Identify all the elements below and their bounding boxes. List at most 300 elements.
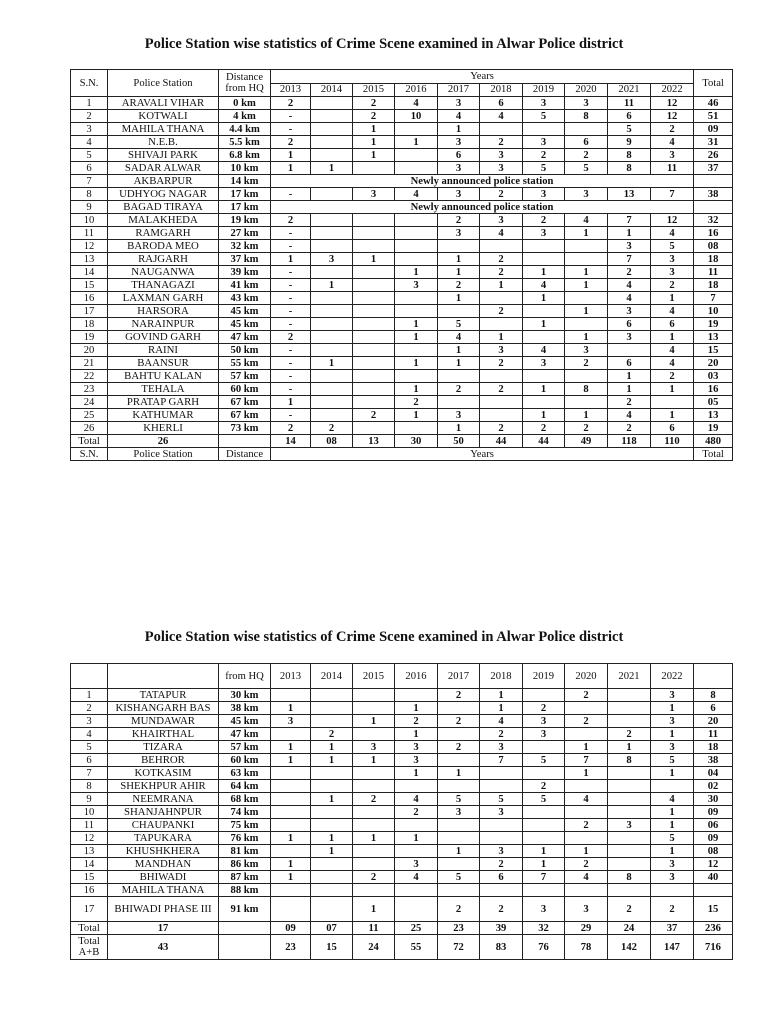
year-total: 50 — [438, 435, 480, 448]
year-count: 1 — [311, 793, 353, 806]
table-row — [71, 370, 733, 383]
year-count: 1 — [395, 383, 438, 396]
year-count: 1 — [311, 162, 353, 175]
total-row — [71, 435, 733, 448]
year-count — [353, 344, 395, 357]
year-count: 3 — [565, 344, 608, 357]
year-total: 142 — [608, 935, 651, 960]
police-station-name: KOTWALI — [108, 110, 219, 123]
year-count: 6 — [438, 149, 480, 162]
empty-cell — [219, 435, 271, 448]
police-station-name: BAGAD TIRAYA — [108, 201, 219, 214]
year-count: 1 — [353, 253, 395, 266]
year-count: 3 — [438, 227, 480, 240]
distance-from-hq: 27 km — [219, 227, 271, 240]
year-count: 5 — [438, 793, 480, 806]
year-count: 2 — [565, 858, 608, 871]
police-station-name: BAANSUR — [108, 357, 219, 370]
year-count: 1 — [395, 136, 438, 149]
total-a-b-label: Total A+B — [71, 935, 108, 960]
year-count — [311, 715, 353, 728]
row-total: 32 — [694, 214, 733, 227]
row-sn: 15 — [71, 279, 108, 292]
year-count: 5 — [438, 318, 480, 331]
year-count — [523, 253, 565, 266]
year-count — [353, 162, 395, 175]
year-count: 2 — [271, 214, 311, 227]
row-sn: 11 — [71, 227, 108, 240]
year-count — [311, 188, 353, 201]
year-count: 3 — [651, 858, 694, 871]
year-count — [271, 806, 311, 819]
table-row — [71, 689, 733, 702]
year-count — [565, 728, 608, 741]
year-count — [438, 240, 480, 253]
row-total — [694, 884, 733, 897]
year-count — [311, 214, 353, 227]
year-count: - — [271, 305, 311, 318]
row-total: 26 — [694, 149, 733, 162]
row-sn: 8 — [71, 780, 108, 793]
year-count — [438, 832, 480, 845]
table-row — [71, 409, 733, 422]
year-count: 4 — [480, 110, 523, 123]
distance-from-hq: 55 km — [219, 357, 271, 370]
year-count: 8 — [608, 754, 651, 767]
year-count: 4 — [395, 97, 438, 110]
year-count: 1 — [271, 832, 311, 845]
table-row — [71, 279, 733, 292]
year-count — [353, 318, 395, 331]
year-header: 2016 — [395, 83, 438, 97]
year-count: 2 — [523, 149, 565, 162]
year-count — [353, 422, 395, 435]
year-count: 1 — [651, 767, 694, 780]
year-count — [565, 780, 608, 793]
year-count — [353, 227, 395, 240]
year-count: 3 — [651, 266, 694, 279]
police-station-name: NARAINPUR — [108, 318, 219, 331]
year-count — [565, 832, 608, 845]
row-sn: 11 — [71, 819, 108, 832]
distance-from-hq: 17 km — [219, 188, 271, 201]
year-count: 2 — [438, 897, 480, 922]
police-station-name: KATHUMAR — [108, 409, 219, 422]
row-sn: 5 — [71, 741, 108, 754]
year-count: 4 — [565, 793, 608, 806]
row-total: 13 — [694, 331, 733, 344]
year-count — [311, 383, 353, 396]
year-count: 1 — [438, 357, 480, 370]
year-count — [353, 819, 395, 832]
year-count: 1 — [311, 845, 353, 858]
year-total: 118 — [608, 435, 651, 448]
year-count: 1 — [651, 331, 694, 344]
year-count: 6 — [480, 97, 523, 110]
year-count — [565, 253, 608, 266]
police-station-name: TIZARA — [108, 741, 219, 754]
year-count: 1 — [271, 858, 311, 871]
year-count — [353, 292, 395, 305]
year-count: 1 — [608, 370, 651, 383]
grand-total: 480 — [694, 435, 733, 448]
year-count: 2 — [353, 871, 395, 884]
year-count: 8 — [565, 383, 608, 396]
empty-cell — [108, 664, 219, 689]
distance-header: from HQ — [219, 664, 271, 689]
year-count: 11 — [608, 97, 651, 110]
police-station-name: RAMGARH — [108, 227, 219, 240]
year-count — [311, 884, 353, 897]
table-row — [71, 897, 733, 922]
distance-footer: Distance — [219, 448, 271, 461]
year-count — [651, 780, 694, 793]
year-count: 1 — [395, 409, 438, 422]
table-row — [71, 767, 733, 780]
row-total: 31 — [694, 136, 733, 149]
year-count: 3 — [565, 188, 608, 201]
year-count: 3 — [523, 97, 565, 110]
year-count — [438, 884, 480, 897]
year-count — [353, 689, 395, 702]
year-count: 6 — [565, 136, 608, 149]
year-count: 5 — [565, 162, 608, 175]
distance-from-hq: 81 km — [219, 845, 271, 858]
year-count: 1 — [523, 292, 565, 305]
table-row — [71, 871, 733, 884]
year-count: 1 — [438, 123, 480, 136]
grand-total: 236 — [694, 922, 733, 935]
police-station-name: RAJGARH — [108, 253, 219, 266]
year-count — [438, 858, 480, 871]
table-row — [71, 702, 733, 715]
year-count — [311, 266, 353, 279]
year-total: 49 — [565, 435, 608, 448]
year-count: 3 — [438, 97, 480, 110]
year-count: 1 — [395, 728, 438, 741]
year-header: 2014 — [311, 664, 353, 689]
year-count: 3 — [608, 331, 651, 344]
years-header: Years — [271, 70, 694, 84]
year-count: 3 — [395, 858, 438, 871]
year-count: 3 — [651, 741, 694, 754]
year-count — [395, 162, 438, 175]
year-count: 2 — [438, 383, 480, 396]
year-count: - — [271, 279, 311, 292]
police-station-name: SHEKHPUR AHIR — [108, 780, 219, 793]
year-count: 7 — [480, 754, 523, 767]
year-count — [480, 370, 523, 383]
year-count: 1 — [395, 702, 438, 715]
year-count: 7 — [565, 754, 608, 767]
row-sn: 22 — [71, 370, 108, 383]
year-count: 2 — [523, 214, 565, 227]
police-station-name: SHIVAJI PARK — [108, 149, 219, 162]
year-count — [271, 884, 311, 897]
year-count: 4 — [395, 871, 438, 884]
year-header: 2018 — [480, 664, 523, 689]
distance-from-hq: 45 km — [219, 305, 271, 318]
year-count: 8 — [608, 149, 651, 162]
row-total: 02 — [694, 780, 733, 793]
year-count — [311, 396, 353, 409]
year-count — [608, 780, 651, 793]
year-count: 2 — [480, 383, 523, 396]
year-count — [438, 754, 480, 767]
year-count: 4 — [565, 214, 608, 227]
distance-from-hq: 74 km — [219, 806, 271, 819]
year-count: 2 — [271, 422, 311, 435]
year-count: 1 — [480, 331, 523, 344]
year-count — [565, 123, 608, 136]
police-station-name: MALAKHEDA — [108, 214, 219, 227]
year-total: 07 — [311, 922, 353, 935]
police-station-name: MAHILA THANA — [108, 884, 219, 897]
year-count: 1 — [353, 715, 395, 728]
year-count: 1 — [311, 754, 353, 767]
row-sn: 9 — [71, 201, 108, 214]
row-total: 8 — [694, 689, 733, 702]
year-count: 3 — [651, 689, 694, 702]
row-total: 7 — [694, 292, 733, 305]
year-count — [395, 422, 438, 435]
station-count: 17 — [108, 922, 219, 935]
year-count: 1 — [480, 702, 523, 715]
year-count: 3 — [651, 715, 694, 728]
table-row — [71, 858, 733, 871]
year-count: 1 — [353, 123, 395, 136]
year-count: 1 — [395, 767, 438, 780]
table1-title: Police Station wise statistics of Crime Scene examined in Alwar Police district — [144, 36, 624, 52]
distance-header: Distance from HQ — [219, 70, 271, 97]
year-count: 13 — [608, 188, 651, 201]
year-count: 3 — [523, 136, 565, 149]
year-count — [271, 780, 311, 793]
year-count: 4 — [395, 188, 438, 201]
police-station-name: AKBARPUR — [108, 175, 219, 188]
table-row — [71, 741, 733, 754]
year-total: 25 — [395, 922, 438, 935]
footer-row — [71, 448, 733, 461]
year-count — [480, 240, 523, 253]
police-station-name: GOVIND GARH — [108, 331, 219, 344]
year-total: 72 — [438, 935, 480, 960]
year-count: 2 — [438, 741, 480, 754]
year-count: - — [271, 357, 311, 370]
row-total: 46 — [694, 97, 733, 110]
police-station-name: SADAR ALWAR — [108, 162, 219, 175]
year-count: 5 — [523, 793, 565, 806]
table-row — [71, 396, 733, 409]
year-count — [353, 305, 395, 318]
year-count — [395, 344, 438, 357]
year-count — [438, 780, 480, 793]
year-count — [271, 728, 311, 741]
year-count: 1 — [608, 383, 651, 396]
year-count — [651, 884, 694, 897]
year-count: - — [271, 240, 311, 253]
year-count — [523, 331, 565, 344]
year-count: 2 — [480, 266, 523, 279]
year-count: 1 — [438, 292, 480, 305]
year-count: 2 — [523, 780, 565, 793]
police-station-name: BHIWADI PHASE III — [108, 897, 219, 922]
year-count: 10 — [395, 110, 438, 123]
newly-announced-notice: Newly announced police station — [271, 175, 694, 188]
row-total: 04 — [694, 767, 733, 780]
year-count: 3 — [480, 741, 523, 754]
year-count: 1 — [311, 357, 353, 370]
year-count — [311, 292, 353, 305]
row-sn: 17 — [71, 897, 108, 922]
row-total: 37 — [694, 162, 733, 175]
year-count — [565, 884, 608, 897]
year-count — [523, 240, 565, 253]
row-sn: 23 — [71, 383, 108, 396]
year-count — [395, 149, 438, 162]
year-count: 1 — [395, 318, 438, 331]
year-count — [353, 357, 395, 370]
table-row — [71, 97, 733, 110]
year-count: 2 — [565, 149, 608, 162]
row-total: 15 — [694, 897, 733, 922]
police-station-name: NEEMRANA — [108, 793, 219, 806]
distance-from-hq: 91 km — [219, 897, 271, 922]
year-count: 2 — [438, 279, 480, 292]
year-count — [311, 331, 353, 344]
year-header: 2013 — [271, 664, 311, 689]
year-count: 4 — [480, 227, 523, 240]
row-sn: 2 — [71, 702, 108, 715]
year-count: 1 — [651, 806, 694, 819]
distance-from-hq: 67 km — [219, 396, 271, 409]
year-count — [311, 897, 353, 922]
station-header: Police Station — [108, 70, 219, 97]
police-station-name: KHERLI — [108, 422, 219, 435]
distance-from-hq: 39 km — [219, 266, 271, 279]
year-count: 2 — [523, 702, 565, 715]
table-row — [71, 240, 733, 253]
year-count — [311, 819, 353, 832]
year-count: 5 — [608, 123, 651, 136]
year-count: - — [271, 266, 311, 279]
table-row — [71, 383, 733, 396]
year-count — [608, 845, 651, 858]
year-count: 1 — [438, 253, 480, 266]
year-count: 4 — [651, 136, 694, 149]
year-count: 1 — [480, 279, 523, 292]
row-total: 20 — [694, 357, 733, 370]
year-header: 2016 — [395, 664, 438, 689]
year-count — [395, 780, 438, 793]
year-count: 1 — [565, 305, 608, 318]
police-station-name: MAHILA THANA — [108, 123, 219, 136]
year-count — [608, 344, 651, 357]
row-total: 38 — [694, 188, 733, 201]
year-count: 1 — [565, 266, 608, 279]
year-count — [523, 689, 565, 702]
year-count — [311, 370, 353, 383]
distance-from-hq: 75 km — [219, 819, 271, 832]
year-count: 8 — [608, 162, 651, 175]
year-count — [353, 884, 395, 897]
year-count: 12 — [651, 214, 694, 227]
year-count: 1 — [353, 136, 395, 149]
year-count: - — [271, 409, 311, 422]
year-count: 7 — [608, 214, 651, 227]
year-count: 1 — [565, 767, 608, 780]
year-count: 1 — [565, 227, 608, 240]
table-row — [71, 754, 733, 767]
year-count: 1 — [353, 897, 395, 922]
police-station-name: PRATAP GARH — [108, 396, 219, 409]
year-count: 1 — [565, 845, 608, 858]
year-count — [480, 832, 523, 845]
year-count: 3 — [651, 149, 694, 162]
year-count: 3 — [565, 97, 608, 110]
row-sn: 7 — [71, 175, 108, 188]
year-total: 14 — [271, 435, 311, 448]
year-count: 3 — [523, 715, 565, 728]
year-header: 2015 — [353, 664, 395, 689]
police-station-name: UDHYOG NAGAR — [108, 188, 219, 201]
distance-from-hq: 86 km — [219, 858, 271, 871]
crime-scene-table-b — [70, 663, 733, 960]
year-count: 4 — [523, 279, 565, 292]
row-total: 11 — [694, 266, 733, 279]
year-count: 1 — [651, 383, 694, 396]
empty-cell — [219, 922, 271, 935]
year-count: 3 — [651, 253, 694, 266]
police-station-name: LAXMAN GARH — [108, 292, 219, 305]
year-total: 29 — [565, 922, 608, 935]
year-count — [311, 767, 353, 780]
row-sn: 15 — [71, 871, 108, 884]
row-sn: 6 — [71, 162, 108, 175]
year-count: 1 — [353, 754, 395, 767]
distance-from-hq: 14 km — [219, 175, 271, 188]
row-sn: 10 — [71, 214, 108, 227]
year-count: 2 — [480, 357, 523, 370]
table2-title: Police Station wise statistics of Crime Scene examined in Alwar Police district — [144, 629, 624, 645]
distance-from-hq: 32 km — [219, 240, 271, 253]
year-count: 2 — [480, 253, 523, 266]
year-count: 2 — [565, 422, 608, 435]
year-header: 2018 — [480, 83, 523, 97]
year-count — [271, 767, 311, 780]
year-count — [353, 780, 395, 793]
table-row — [71, 845, 733, 858]
police-station-name: ARAVALI VIHAR — [108, 97, 219, 110]
year-count — [651, 396, 694, 409]
year-count: 1 — [651, 819, 694, 832]
year-count: 1 — [651, 409, 694, 422]
year-total: 23 — [438, 922, 480, 935]
row-sn: 17 — [71, 305, 108, 318]
year-count: 1 — [395, 357, 438, 370]
year-count: 3 — [438, 136, 480, 149]
row-sn: 7 — [71, 767, 108, 780]
distance-from-hq: 73 km — [219, 422, 271, 435]
row-total: 09 — [694, 806, 733, 819]
sn-header: S.N. — [71, 70, 108, 97]
year-count — [395, 292, 438, 305]
year-header: 2013 — [271, 83, 311, 97]
year-count — [353, 728, 395, 741]
row-sn: 5 — [71, 149, 108, 162]
row-total: 16 — [694, 383, 733, 396]
year-count — [395, 214, 438, 227]
